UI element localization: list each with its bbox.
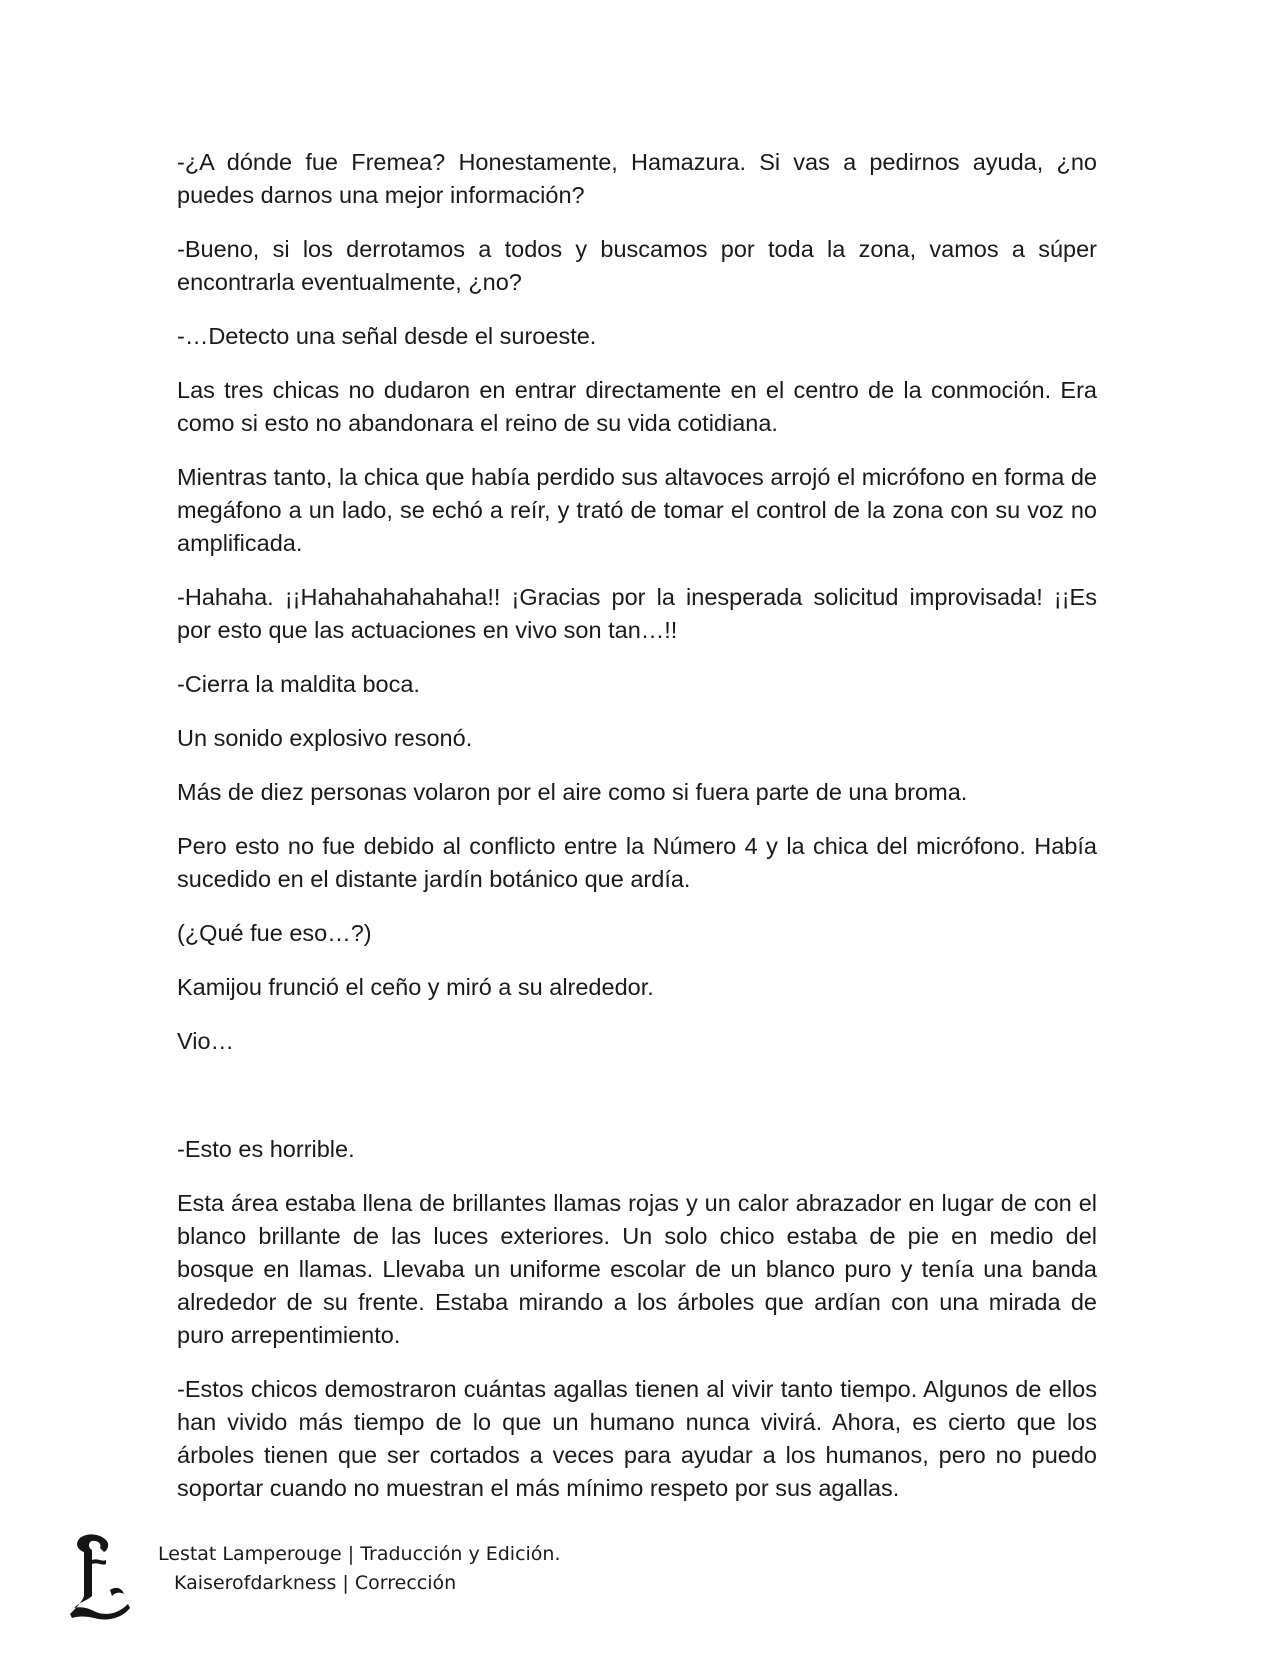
credit-translation: Lestat Lamperouge | Traducción y Edición. [158,1543,561,1565]
credit-correction: Kaiserofdarkness | Corrección [174,1572,457,1594]
paragraph-11: (¿Qué fue eso…?) [177,920,372,946]
paragraph-2: -Bueno, si los derrotamos a todos y buscamos por toda la zona, vamos a súper encontrarla eventualmente, ¿no? [177,236,1097,295]
paragraph-12: Kamijou frunció el ceño y miró a su alrededor. [177,974,654,1000]
paragraph-8: Un sonido explosivo resonó. [177,725,473,751]
paragraph-7: -Cierra la maldita boca. [177,671,420,697]
body-text [177,146,1097,1526]
paragraph-16: -Estos chicos demostraron cuántas agallas tienen al vivir tanto tiempo. Algunos de ellos han vivido más tiempo de lo que un humano nunca vivirá. Ahora, es cierto que los árboles tienen que ser cortados a veces para ayudar a los humanos, pero no puedo soportar cuando no muestran el más mínimo respeto por sus agallas. [177,1376,1097,1501]
paragraph-5: Mientras tanto, la chica que había perdido sus altavoces arrojó el micrófono en forma de megáfono a un lado, se echó a reír, y trató de tomar el control de la zona con su voz no amplificada. [177,464,1097,556]
paragraph-13: Vio… [177,1028,235,1054]
paragraph-6: -Hahaha. ¡¡Hahahahahahaha!! ¡Gracias por la inesperada solicitud improvisada! ¡¡Es por esto que las actuaciones en vivo son tan…!! [177,584,1097,643]
paragraph-1: -¿A dónde fue Fremea? Honestamente, Hamazura. Si vas a pedirnos ayuda, ¿no puedes darnos una mejor información? [177,149,1097,208]
gothic-l-logo-icon [66,1530,136,1620]
page-footer [60,1530,660,1630]
credits [158,1540,561,1598]
paragraph-15: Esta área estaba llena de brillantes llamas rojas y un calor abrazador en lugar de con el blanco brillante de las luces exteriores. Un solo chico estaba de pie en medio del bosque en llamas. Llevaba un uniforme escolar de un blanco puro y tenía una banda alrededor de su frente. Estaba mirando a los árboles que ardían con una mirada de puro arrepentimiento. [177,1190,1097,1348]
paragraph-9: Más de diez personas volaron por el aire como si fuera parte de una broma. [177,779,968,805]
paragraph-3: -…Detecto una señal desde el suroeste. [177,323,597,349]
paragraph-10: Pero esto no fue debido al conflicto entre la Número 4 y la chica del micrófono. Había sucedido en el distante jardín botánico que ardía. [177,833,1097,892]
paragraph-4: Las tres chicas no dudaron en entrar directamente en el centro de la conmoción. Era como si esto no abandonara el reino de su vida cotidiana. [177,377,1097,436]
paragraph-14: -Esto es horrible. [177,1136,355,1162]
